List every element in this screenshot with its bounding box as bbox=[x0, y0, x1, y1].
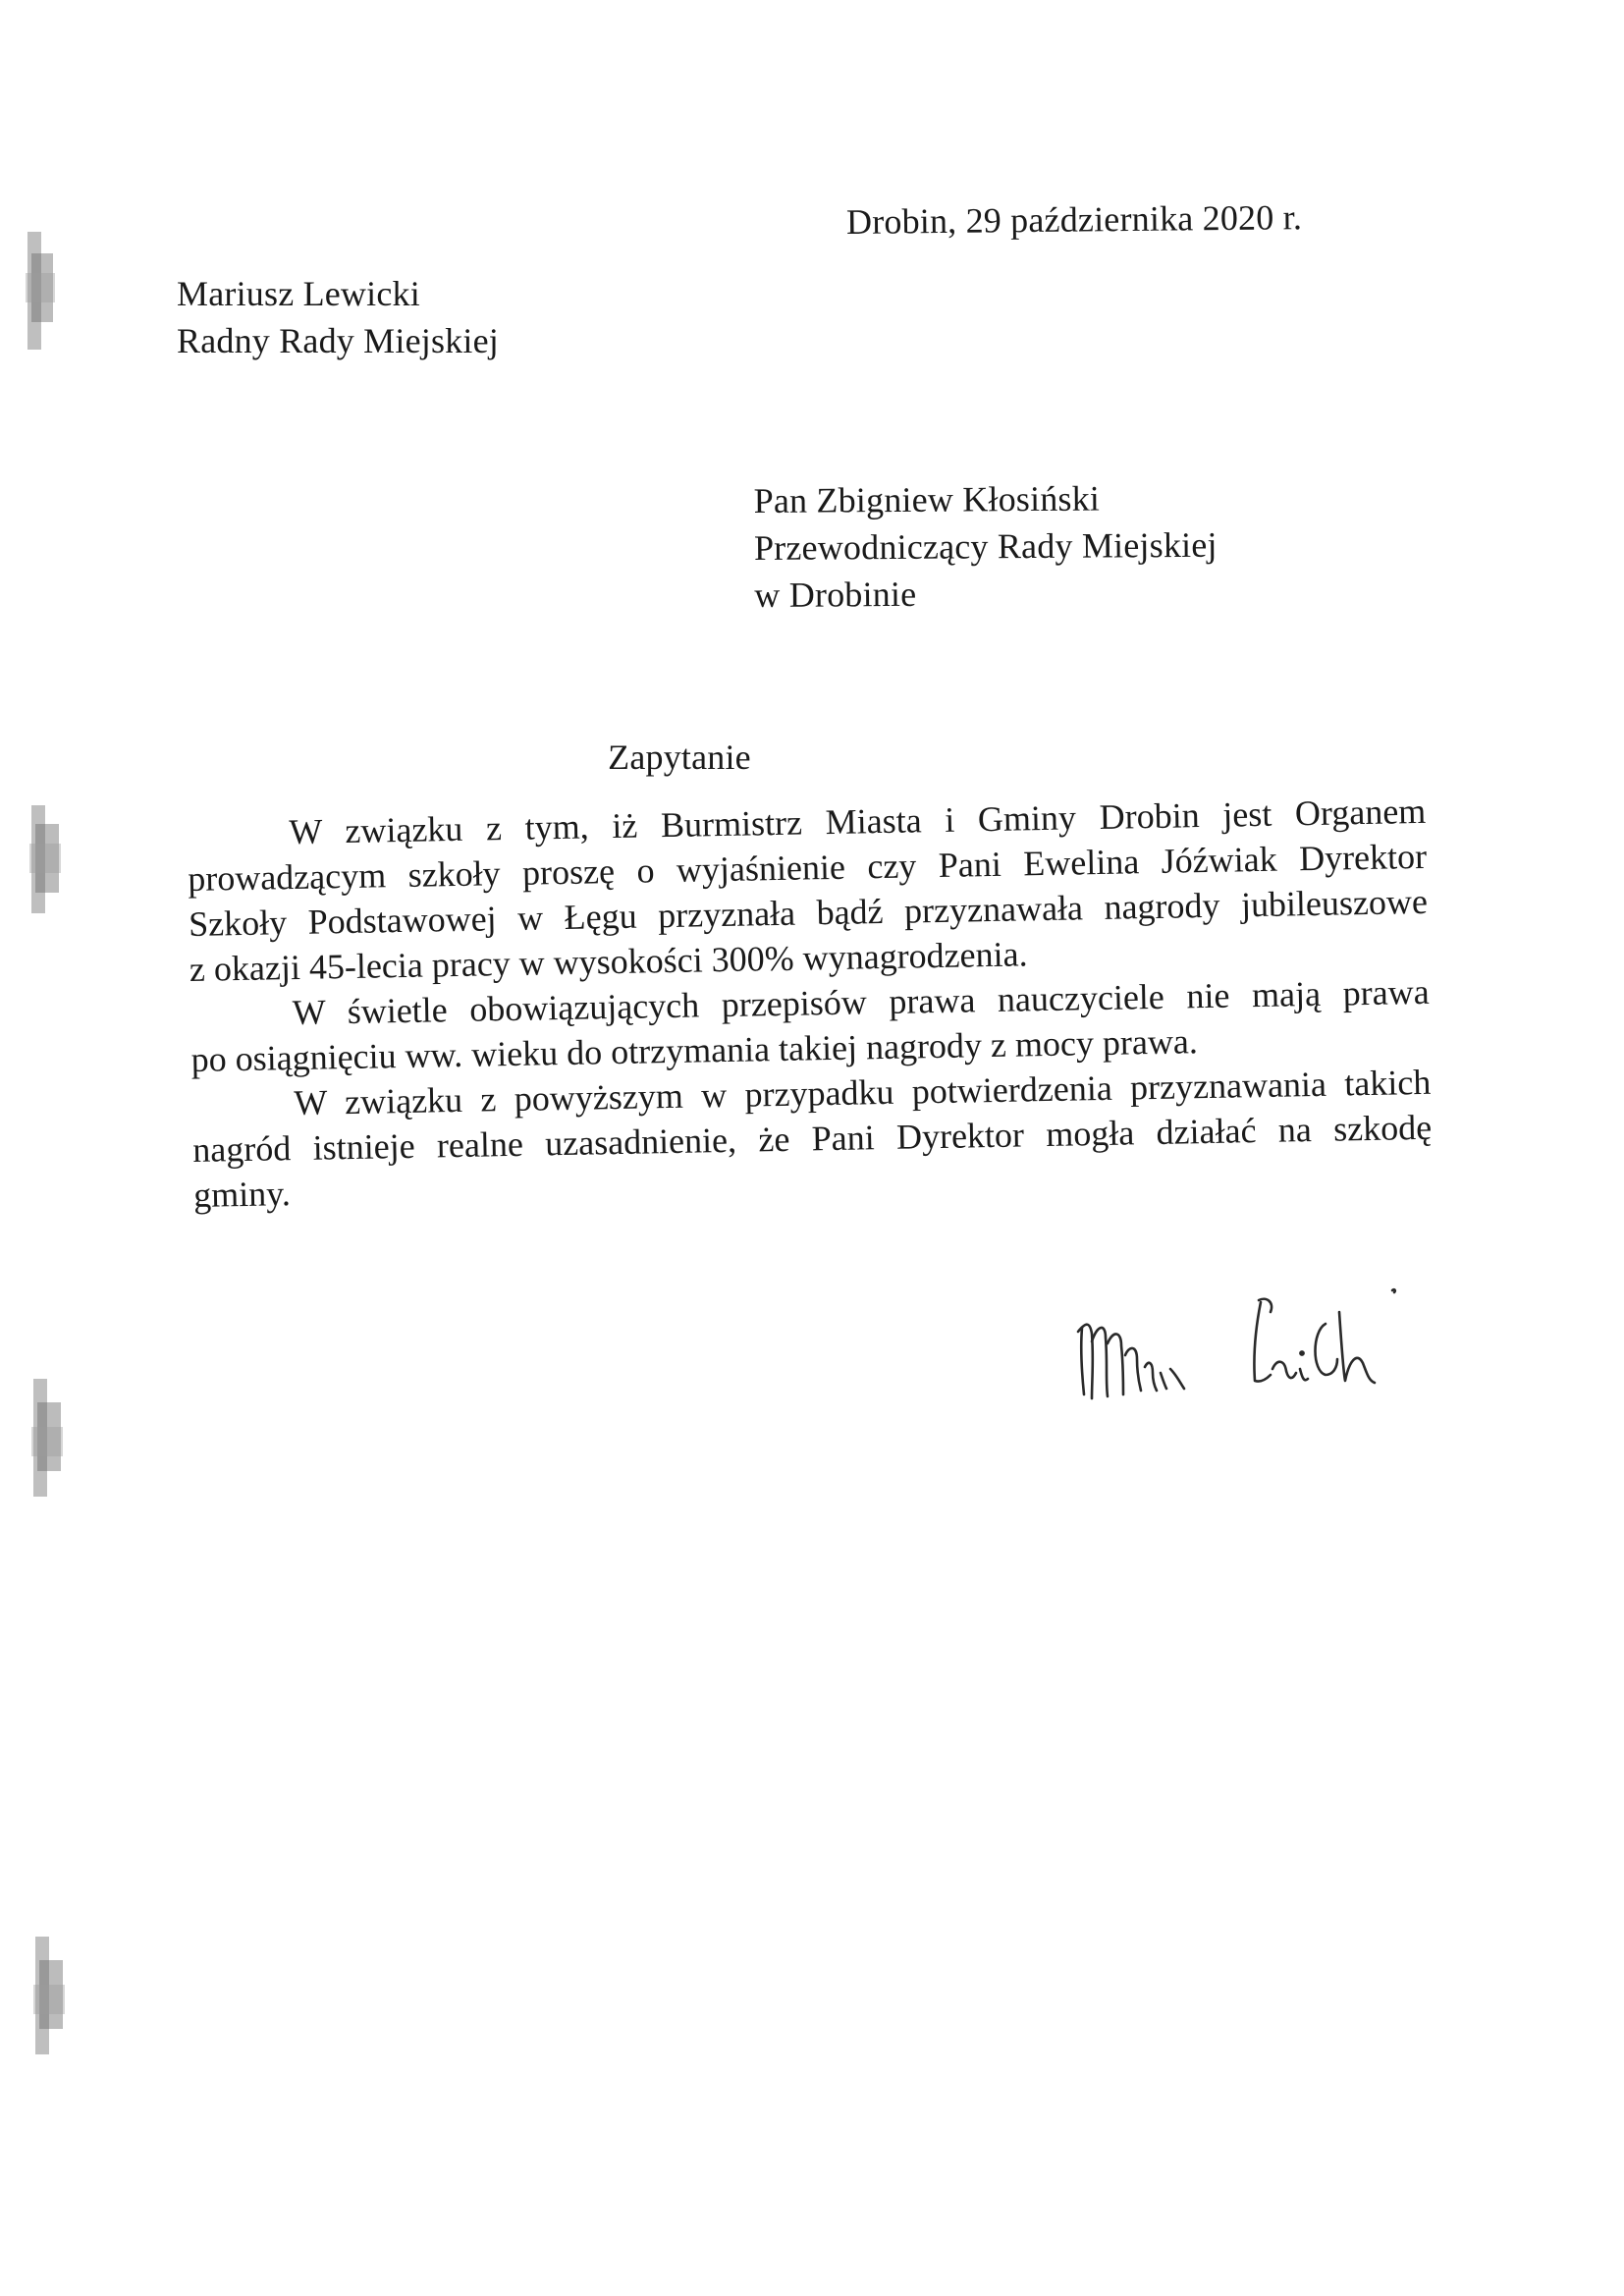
body-line: nagród istnieje realne uzasadnienie, że Pani Dyrektor mogła działać na szkodę bbox=[191, 1107, 1433, 1170]
letter-body bbox=[187, 789, 1433, 1218]
body-line: W związku z tym, iż Burmistrz Miasta i Gminy Drobin jest Organem bbox=[289, 791, 1427, 852]
body-line: W świetle obowiązujących przepisów prawa nauczyciele nie mają prawa bbox=[292, 971, 1430, 1033]
body-line: W związku z powyższym w przypadku potwierdzenia przyznawania takich bbox=[294, 1062, 1432, 1123]
letter-date: Drobin, 29 października 2020 r. bbox=[845, 197, 1303, 242]
body-line: z okazji 45-lecia pracy w wysokości 300% wynagrodzenia. bbox=[189, 934, 1028, 989]
scan-hole-mark bbox=[26, 799, 71, 937]
body-line: prowadzącym szkoły proszę o wyjaśnienie czy Pani Ewelina Jóźwiak Dyrektor bbox=[187, 836, 1428, 899]
sender-block bbox=[177, 270, 499, 364]
scan-hole-mark bbox=[29, 1931, 75, 2078]
scan-hole-mark bbox=[22, 224, 67, 371]
letter-title: Zapytanie bbox=[608, 738, 751, 777]
paragraph-1 bbox=[187, 789, 1429, 992]
recipient-name: Pan Zbigniew Kłosiński bbox=[753, 478, 1101, 521]
handwritten-signature bbox=[1068, 1273, 1422, 1420]
paragraph-3 bbox=[191, 1060, 1433, 1218]
recipient-role: Przewodniczący Rady Miejskiej bbox=[753, 524, 1218, 568]
sender-name: Mariusz Lewicki bbox=[177, 274, 420, 313]
body-line: gminy. bbox=[192, 1174, 292, 1215]
letter-title-row bbox=[0, 738, 1624, 778]
body-line: po osiągnięciu ww. wieku do otrzymania takiej nagrody z mocy prawa. bbox=[190, 1021, 1199, 1079]
recipient-place: w Drobinie bbox=[754, 574, 917, 615]
sender-role: Radny Rady Miejskiej bbox=[177, 321, 499, 360]
scan-hole-mark bbox=[27, 1373, 73, 1520]
body-line: Szkoły Podstawowej w Łęgu przyznała bądź przyznawała nagrody jubileuszowe bbox=[188, 881, 1429, 944]
recipient-block bbox=[753, 474, 1218, 619]
